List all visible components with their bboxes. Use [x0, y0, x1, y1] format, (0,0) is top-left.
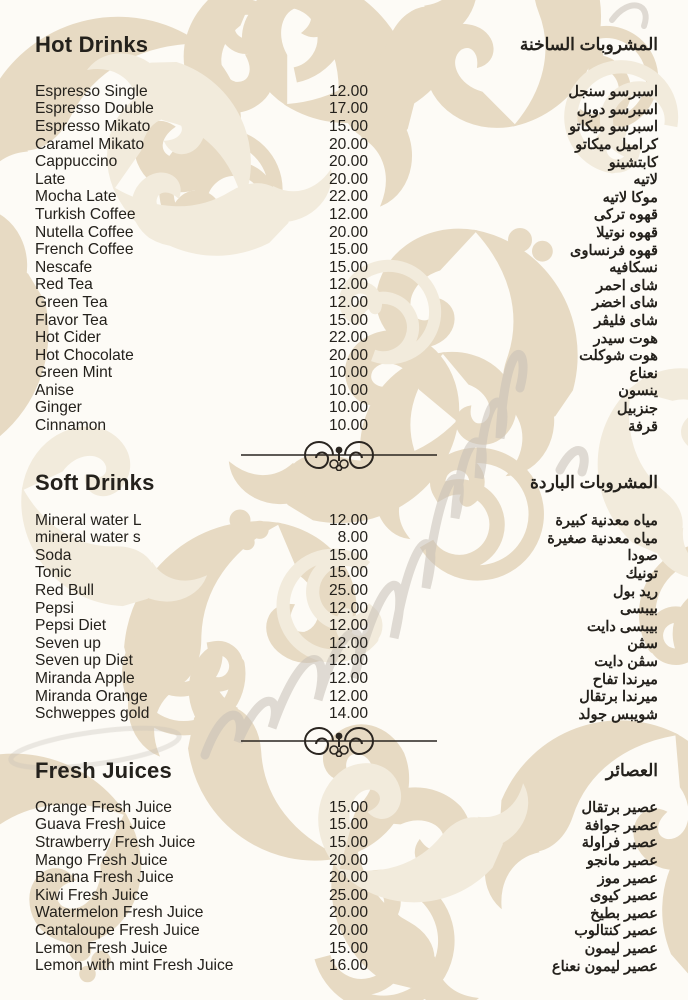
menu-row: [35, 922, 658, 940]
item-name-en: Strawberry Fresh Juice: [35, 833, 196, 851]
item-price: 12.00: [328, 82, 368, 100]
item-name-ar: موكا لاتيه: [602, 189, 658, 206]
item-price: 15.00: [328, 798, 368, 816]
item-price: 15.00: [328, 241, 368, 259]
item-price: 20.00: [328, 869, 368, 887]
menu-row: [35, 101, 658, 119]
item-price: 12.00: [328, 652, 368, 670]
menu-row: [35, 834, 658, 852]
item-price: 15.00: [328, 833, 368, 851]
item-price: 12.00: [328, 670, 368, 688]
item-price: 10.00: [328, 399, 368, 417]
item-name-en: Guava Fresh Juice: [35, 816, 166, 834]
item-name-ar: قهوه نوتيلا: [596, 225, 658, 242]
menu-row: [35, 887, 658, 905]
item-price: 12.00: [328, 634, 368, 652]
item-name-ar: عصير بطيخ: [590, 905, 658, 922]
item-name-en: Kiwi Fresh Juice: [35, 886, 149, 904]
section-title-ar: العصائر: [605, 761, 658, 780]
item-name-en: Espresso Double: [35, 100, 154, 118]
item-name-ar: ميرندا برتقال: [579, 689, 658, 706]
item-name-ar: عصير كنتالوب: [574, 923, 658, 940]
item-name-ar: اسبرسو سنجل: [568, 84, 658, 101]
item-name-ar: مياه معدنية كبيرة: [555, 513, 658, 530]
section-header: [35, 759, 658, 783]
menu-row: [35, 512, 658, 530]
item-name-ar: عصير كيوى: [589, 888, 658, 905]
item-name-en: Caramel Mikato: [35, 135, 145, 153]
section-header: [35, 33, 658, 57]
item-name-ar: عصير موز: [597, 870, 658, 887]
item-name-en: Ginger: [35, 399, 82, 417]
section-divider: [35, 725, 658, 759]
item-name-en: Red Bull: [35, 582, 94, 600]
menu-row: [35, 400, 658, 418]
item-price: 22.00: [328, 188, 368, 206]
item-price: 17.00: [328, 100, 368, 118]
menu-row: [35, 382, 658, 400]
item-name-ar: ينسون: [618, 383, 658, 400]
section-soft-drinks: [35, 471, 658, 723]
item-name-ar: نسكافيه: [609, 260, 658, 277]
item-name-ar: كابتشينو: [608, 154, 658, 171]
item-price: 12.00: [328, 511, 368, 529]
menu-row: [35, 957, 658, 975]
menu-row: [35, 241, 658, 259]
item-name-ar: صودا: [627, 548, 658, 565]
item-name-ar: عصير ليمون نعناع: [551, 958, 658, 975]
menu-row: [35, 171, 658, 189]
item-name-ar: قرفة: [628, 418, 658, 435]
item-name-ar: عصير جوافة: [584, 817, 658, 834]
menu-row: [35, 617, 658, 635]
item-name-en: Miranda Orange: [35, 687, 148, 705]
menu-row: [35, 547, 658, 565]
item-name-ar: كراميل ميكاتو: [575, 137, 658, 154]
menu-row: [35, 869, 658, 887]
item-name-ar: قهوه فرنساوى: [570, 242, 658, 259]
item-name-en: Flavor Tea: [35, 311, 108, 329]
item-name-ar: عصير مانجو: [586, 853, 658, 870]
menu-row: [35, 905, 658, 923]
item-price: 20.00: [328, 346, 368, 364]
item-name-en: Watermelon Fresh Juice: [35, 904, 204, 922]
item-price: 8.00: [337, 529, 368, 547]
item-price: 20.00: [328, 135, 368, 153]
item-name-en: Schweppes gold: [35, 705, 150, 723]
item-price: 15.00: [328, 117, 368, 135]
menu-row: [35, 688, 658, 706]
menu-row: [35, 705, 658, 723]
menu-row: [35, 206, 658, 224]
menu-row: [35, 83, 658, 101]
item-price: 20.00: [328, 851, 368, 869]
item-name-ar: عصير فراولة: [581, 835, 658, 852]
item-price: 12.00: [328, 276, 368, 294]
item-name-ar: تونيك: [625, 565, 658, 582]
menu-row: [35, 529, 658, 547]
item-name-en: Miranda Apple: [35, 670, 135, 688]
menu-row: [35, 817, 658, 835]
item-price: 15.00: [328, 546, 368, 564]
item-name-en: Green Tea: [35, 293, 108, 311]
item-name-ar: اسبرسو دوبل: [576, 101, 658, 118]
menu-row: [35, 365, 658, 383]
item-price: 20.00: [328, 153, 368, 171]
item-list: [35, 799, 658, 975]
section-title-ar: المشروبات الساخنة: [519, 35, 658, 54]
menu-row: [35, 670, 658, 688]
item-price: 20.00: [328, 904, 368, 922]
item-name-en: Turkish Coffee: [35, 205, 136, 223]
item-price: 25.00: [328, 886, 368, 904]
item-price: 15.00: [328, 258, 368, 276]
menu-row: [35, 653, 658, 671]
item-name-ar: ميرندا تفاح: [592, 671, 658, 688]
item-name-ar: اسبرسو ميكاتو: [569, 119, 658, 136]
section-title-ar: المشروبات الباردة: [529, 472, 658, 492]
menu-row: [35, 294, 658, 312]
menu-row: [35, 565, 658, 583]
section-title-en: Soft Drinks: [35, 469, 155, 495]
item-list: [35, 83, 658, 435]
item-name-en: mineral water s: [35, 529, 141, 547]
item-price: 15.00: [328, 816, 368, 834]
menu-row: [35, 329, 658, 347]
item-name-en: Cantaloupe Fresh Juice: [35, 921, 200, 939]
item-name-en: French Coffee: [35, 241, 134, 259]
item-name-en: Pepsi: [35, 599, 75, 617]
item-price: 12.00: [328, 617, 368, 635]
item-price: 25.00: [328, 582, 368, 600]
item-price: 10.00: [328, 381, 368, 399]
menu-row: [35, 940, 658, 958]
item-price: 15.00: [328, 311, 368, 329]
item-name-en: Banana Fresh Juice: [35, 869, 174, 887]
menu-row: [35, 259, 658, 277]
item-name-en: Late: [35, 170, 66, 188]
menu-row: [35, 417, 658, 435]
menu-row: [35, 799, 658, 817]
item-name-en: Mocha Late: [35, 188, 117, 206]
item-price: 12.00: [328, 687, 368, 705]
item-name-ar: بيبسى دايت: [586, 618, 658, 635]
item-name-ar: جنزبيل: [617, 400, 658, 417]
item-price: 16.00: [328, 957, 368, 975]
item-name-en: Mango Fresh Juice: [35, 851, 168, 869]
item-name-en: Espresso Single: [35, 82, 148, 100]
section-hot-drinks: [35, 33, 658, 435]
item-price: 10.00: [328, 417, 368, 435]
item-name-en: Nutella Coffee: [35, 223, 134, 241]
item-price: 10.00: [328, 364, 368, 382]
item-name-ar: قهوه تركى: [593, 207, 658, 224]
item-name-ar: شاى احمر: [596, 277, 658, 294]
menu-row: [35, 189, 658, 207]
item-name-ar: عصير برتقال: [581, 800, 658, 817]
item-price: 15.00: [328, 939, 368, 957]
item-price: 14.00: [328, 705, 368, 723]
item-price: 20.00: [328, 223, 368, 241]
menu-row: [35, 852, 658, 870]
item-name-en: Seven up Diet: [35, 652, 133, 670]
item-price: 12.00: [328, 599, 368, 617]
item-name-en: Anise: [35, 381, 75, 399]
section-fresh-juices: [35, 759, 658, 975]
item-name-ar: لاتيه: [633, 172, 658, 189]
item-name-ar: بيبسى: [619, 601, 658, 618]
menu-row: [35, 600, 658, 618]
item-price: 12.00: [328, 205, 368, 223]
item-name-en: Cinnamon: [35, 417, 107, 435]
item-name-ar: ريد بول: [612, 583, 658, 600]
item-price: 22.00: [328, 329, 368, 347]
item-name-ar: عصير ليمون: [584, 941, 658, 958]
item-price: 12.00: [328, 293, 368, 311]
menu-row: [35, 153, 658, 171]
item-name-ar: سڤن دايت: [594, 653, 658, 670]
item-name-en: Hot Chocolate: [35, 346, 134, 364]
menu-row: [35, 277, 658, 295]
item-price: 20.00: [328, 170, 368, 188]
item-name-en: Hot Cider: [35, 329, 101, 347]
item-price: 20.00: [328, 921, 368, 939]
item-name-ar: نعناع: [629, 365, 658, 382]
item-list: [35, 512, 658, 723]
item-name-ar: سڤن: [627, 636, 658, 653]
section-title-en: Fresh Juices: [35, 758, 172, 783]
menu-row: [35, 118, 658, 136]
item-name-en: Pepsi Diet: [35, 617, 107, 635]
section-divider: [35, 439, 658, 471]
item-name-en: Soda: [35, 546, 72, 564]
item-name-ar: شاى اخضر: [592, 295, 658, 312]
menu-row: [35, 136, 658, 154]
item-name-en: Cappuccino: [35, 153, 118, 171]
menu-row: [35, 347, 658, 365]
menu-row: [35, 312, 658, 330]
item-name-en: Tonic: [35, 564, 72, 582]
item-name-en: Mineral water L: [35, 511, 142, 529]
item-name-en: Red Tea: [35, 276, 93, 294]
item-name-en: Lemon with mint Fresh Juice: [35, 957, 234, 975]
section-header: [35, 471, 658, 495]
item-name-ar: شاى فليڤر: [594, 313, 658, 330]
menu-row: [35, 582, 658, 600]
item-name-en: Orange Fresh Juice: [35, 798, 172, 816]
item-name-en: Lemon Fresh Juice: [35, 939, 168, 957]
item-name-en: Seven up: [35, 634, 101, 652]
item-name-ar: شويبس جولد: [578, 706, 658, 723]
item-name-ar: مياه معدنية صغيرة: [547, 530, 658, 547]
item-name-ar: هوت سيدر: [593, 330, 658, 347]
item-name-en: Nescafe: [35, 258, 93, 276]
menu-row: [35, 635, 658, 653]
item-price: 15.00: [328, 564, 368, 582]
item-name-en: Green Mint: [35, 364, 113, 382]
menu-row: [35, 224, 658, 242]
item-name-en: Espresso Mikato: [35, 117, 151, 135]
section-title-en: Hot Drinks: [35, 32, 149, 57]
item-name-ar: هوت شوكلت: [579, 348, 658, 365]
